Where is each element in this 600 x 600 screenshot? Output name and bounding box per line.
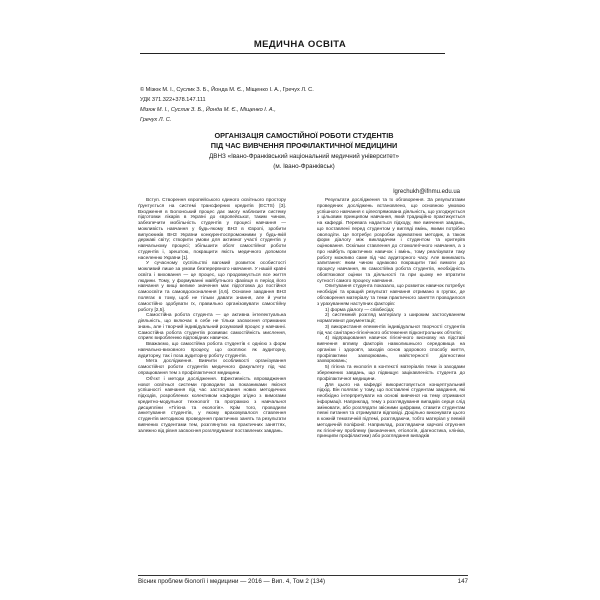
institution-line-2: (м. Івано-Франківськ) — [273, 163, 335, 170]
paragraph: Результати дослідження та їх обговорення. За результатами проведених досліджень встановлено, що основною умовою успішного навчання є цілеспрямована діяльність, що узгоджується з цільовим принципом навчання, який традиційно практикується на кафедрі. Перевага надається підходу, яке вивчення завдань, що поставлені перед студентом у вигляді вмінь, якими потрібно оволодіти. Це потребує розробки адекватних методик, а також форм діалогу між викладачем і студентом та критеріїв оцінювання. Оскільки ставлення до стомолегічного навчання, а з про найбуть практичних навичок і вмінь, тому реалізувати таку роботу можливо саме під час аудиторного часу. Але виникають запитання: яким чином однаково покращити такі вимоги до процесу навчання, як самостійна робота студентів, необхідність обов'язкової оцінки та діяльності та при цьому не втратити сутності самого процесу навчання. — [317, 198, 465, 284]
paragraph: 1) форма діалогу — співбесіда; — [325, 307, 395, 313]
footer-rule — [138, 575, 468, 576]
udk-code: УДК 371.322+378.147.111 — [140, 97, 206, 103]
paragraph: 3) використання елементів індивідуальної творчості студентів під час санітарно-гігієнічного обстеження підконтрольних об'єктів; — [317, 324, 465, 336]
paragraph: Вступ. Створення європейського єдиного освітнього простору ґрунтується на системі трансферних кредитів (ECTS) [3]. Входження в Болонський процес дає змогу наблизити систему підготовки лікарів в Україні до європейської, таким чином, забезпечити мобільність студентів у процесі навчання — можливість навчання у будь-якому ВНЗ в Європі, зробити випускників ВНЗ України конкурентоспроможними у будь-якій державі світу; створити умови для активної участі студентів у навчальному процесі; збільшити обсяг самостійної роботи студентів і, зрештою, покращити якість медичного допомоги населенню України [1]. — [138, 198, 286, 261]
header-rule-top — [140, 53, 445, 54]
left-text-column — [138, 198, 286, 434]
copyright-line: © Мізюк М. І., Суслик З. Б., Йонда М. Є., Міщенко І. А., Гречух Л. С. — [140, 87, 314, 93]
article-title-line-2: ПІД ЧАС ВИВЧЕННЯ ПРОФІЛАКТИЧНОЇ МЕДИЦИНИ — [210, 141, 398, 150]
right-text-column — [317, 198, 465, 440]
paragraph: Вважаємо, що самостійна робота студентів є однією з форм навчально-виховного процесу, що охоплює як аудиторну, аудиторну, так і поза аудиторну роботу студентів. — [138, 342, 286, 359]
paragraph: 4) відпрацювання навичок гігієнічного висновку на підставі вивчення впливу факторів навколишнього середовища на організм і здоров'я, заходів основ здорового способу життя, профілактики захворювань, майстерності діагностики захворювань; — [317, 336, 465, 365]
article-title-line-1: ОРГАНІЗАЦІЯ САМОСТІЙНОЇ РОБОТИ СТУДЕНТІВ — [214, 131, 394, 140]
paragraph: Мета дослідження. Вивчити особливості організування самостійної роботи студентів медичного факультету під час опрацювання тем з профілактичної медицини. — [138, 359, 286, 376]
paragraph: Самостійна робота студента — це активна інтелектуальна діяльність, що включає в себе не тільки засвоєння отриманих знань, але і творчий індивідуальний розумовий процес у навчанні. Самостійна робота студентів розвиває самостійність мислення, сприяє виробленню відповідних навичок. — [138, 313, 286, 342]
paragraph: 5) гігієна та екологія в контексті матеріалів теми із заходами збережених завдань, що підвищує зацікавленість студента до профілактичної медицини. — [317, 365, 465, 382]
authors-line-2: Гречух Л. С. — [140, 117, 172, 123]
institution-line-1: ДВНЗ «Івано-Франківський національний медичний університет» — [209, 153, 399, 160]
paragraph: Опитування студента показало, що розвиток навичок потребує необхідні та кращий результат навчання отримано в групах, де обговорення матеріалу та теми практичного заняття проводилося з урахуванням наступних факторів: — [317, 284, 465, 307]
contact-email[interactable]: lgrechukh@ifnmu.edu.ua — [393, 189, 460, 195]
paragraph: Для цього на кафедрі використовується концептуальний підхід. Він полягає у тому, що поставлені студентам завдання, які необхідно інтерпретувати на основі вивченої на тему отриманої інформації. Наприклад, тему з розглядування випадків серця слід змінювати, або розглядати звісними цифрами, ставити студентам певні питання та отримувати відповіді. Доцільно виконувати цього в кожній тематичній підтемі, розглядаючи, тобто матеріал у певній методичній поліфонії. Наприклад, розглядаючи харчові отруєння як гігієнічну проблему (визначення, етіологія, діагностика, клініка, принципи профілактики) або розглядання випадків — [317, 382, 465, 440]
section-header: МЕДИЧНА ОСВІТА — [253, 39, 347, 50]
authors-line-1: Мізюк М. І., Суслик З. Б., Йонда М. Є., Міщенко І. А., — [140, 107, 276, 113]
paragraph: Об'єкт і методи дослідження. Ефективність впровадження нової освітньої системи проводили за показниками якісної успішності навчання під час застосування нових методичних підходів, розроблених колективом кафедри згідно з вимогами кредитно-модульної технології та програмою з навчальної дисципліни «Гігієна та екологія». Крім того, проводили анкетування студентів, у якому враховувалося ставлення студентів методикою проведення практичних занять та результати вивчених студентами тем, розглянутих на практичних заняттях, залежно від рівня засвоєння розглядуваної поставлених завдань. — [138, 376, 286, 434]
paragraph: У сучасному суспільстві вагомий розвиток особистості можливий лише за умови безперервного навчання. У нашій країні освіта і виховання — це процес, що продовжується все життя людини. Тому, у формуванні майбутнього фахівця в період його навчання у вищі велике значення має підготовка до постійної самоосвіти та самовдосконалення [4,6]. Основне завдання ВНЗ полягає в тому, щоб не тільки давати знання, але й учити самостійно здобувати їх, правильно організовувати самостійну роботу [2,5]. — [138, 261, 286, 313]
journal-reference: Вісник проблем біології і медицини — 2016 — Вип. 4, Том 2 (134) — [138, 578, 326, 585]
paragraph: 2) системний розгляд матеріалу з широким застосуванням нормативної документації; — [317, 313, 465, 325]
page-footer — [138, 578, 468, 585]
page-number: 147 — [457, 578, 468, 585]
